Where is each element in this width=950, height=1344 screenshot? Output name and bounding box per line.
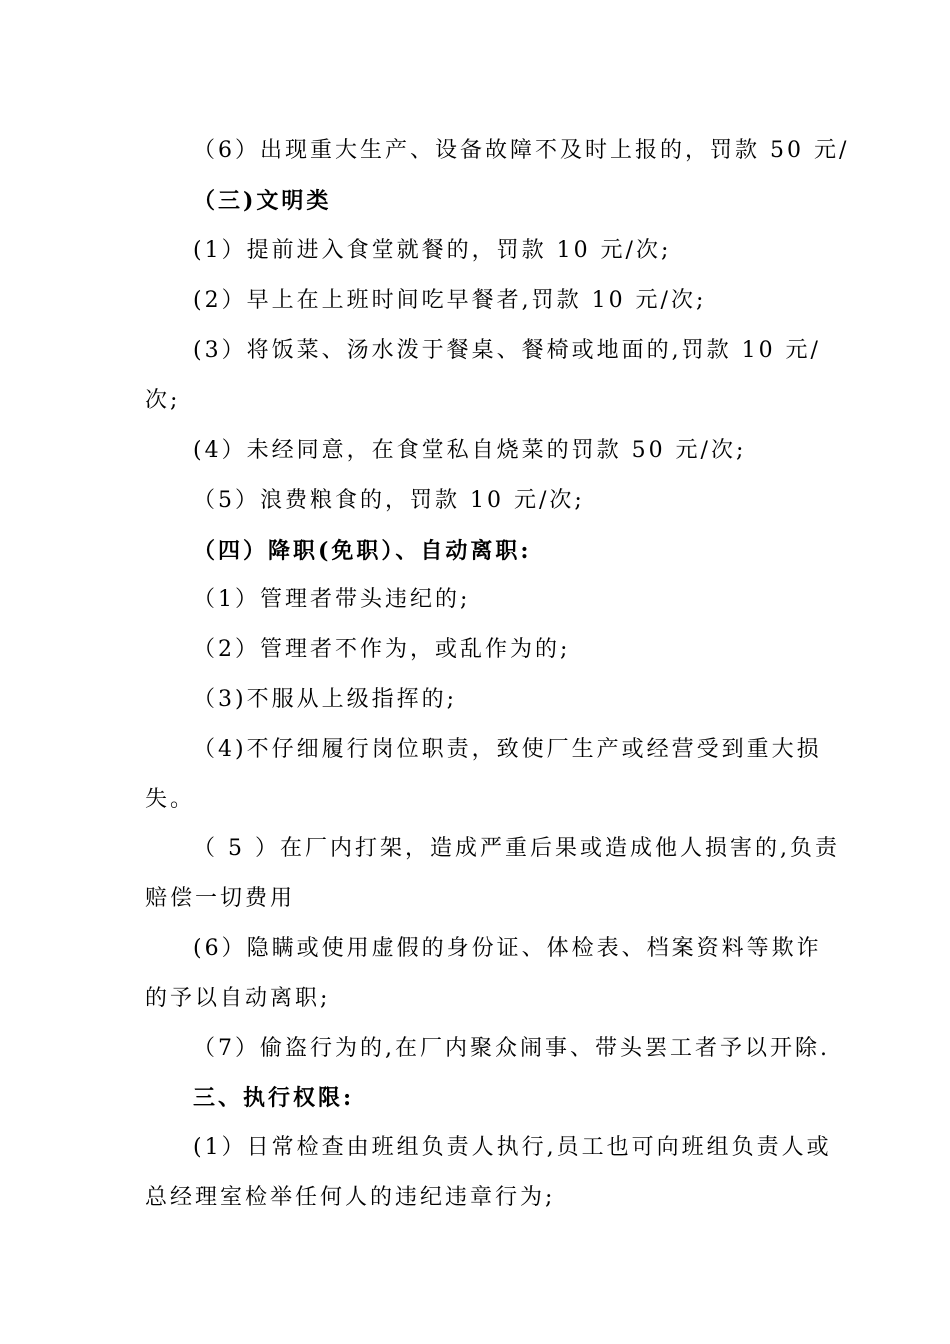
paragraph-line: （4)不仔细履行岗位职责，致使厂生产或经营受到重大损	[193, 737, 822, 762]
paragraph-line: （7）偷盗行为的,在厂内聚众闹事、带头罢工者予以开除.	[193, 1036, 830, 1061]
paragraph-line: (3）将饭菜、汤水泼于餐桌、餐椅或地面的,罚款 10 元/	[193, 338, 821, 363]
paragraph-line: (4）未经同意，在食堂私自烧菜的罚款 50 元/次;	[193, 438, 747, 463]
paragraph-line: 次;	[145, 388, 181, 413]
paragraph-line: （5）浪费粮食的，罚款 10 元/次;	[193, 488, 585, 513]
paragraph-line: （1）管理者带头违纪的;	[193, 587, 471, 612]
section-heading: （四）降职(免职）、自动离职:	[193, 538, 532, 564]
paragraph-line: 赔偿一切费用	[145, 886, 296, 911]
section-heading: （三)文明类	[193, 188, 332, 214]
paragraph-line: (1）提前进入食堂就餐的，罚款 10 元/次;	[193, 238, 672, 263]
paragraph-line: （6）出现重大生产、设备故障不及时上报的，罚款 50 元/	[193, 138, 850, 163]
paragraph-line: （2）管理者不作为，或乱作为的;	[193, 637, 571, 662]
section-heading: 三、执行权限:	[193, 1085, 355, 1111]
paragraph-line: （ 5 ）在厂内打架，造成严重后果或造成他人损害的,负责	[193, 836, 840, 861]
paragraph-line: (2）早上在上班时间吃早餐者,罚款 10 元/次;	[193, 288, 707, 313]
paragraph-line: 失。	[145, 787, 196, 812]
paragraph-line: 的予以自动离职;	[145, 986, 331, 1011]
paragraph-line: (1）日常检查由班组负责人执行,员工也可向班组负责人或	[193, 1135, 832, 1160]
paragraph-line: (6）隐瞒或使用虚假的身份证、体检表、档案资料等欺诈	[193, 936, 822, 961]
paragraph-line: （3)不服从上级指挥的;	[193, 687, 457, 712]
paragraph-line: 总经理室检举任何人的违纪违章行为;	[145, 1185, 556, 1210]
